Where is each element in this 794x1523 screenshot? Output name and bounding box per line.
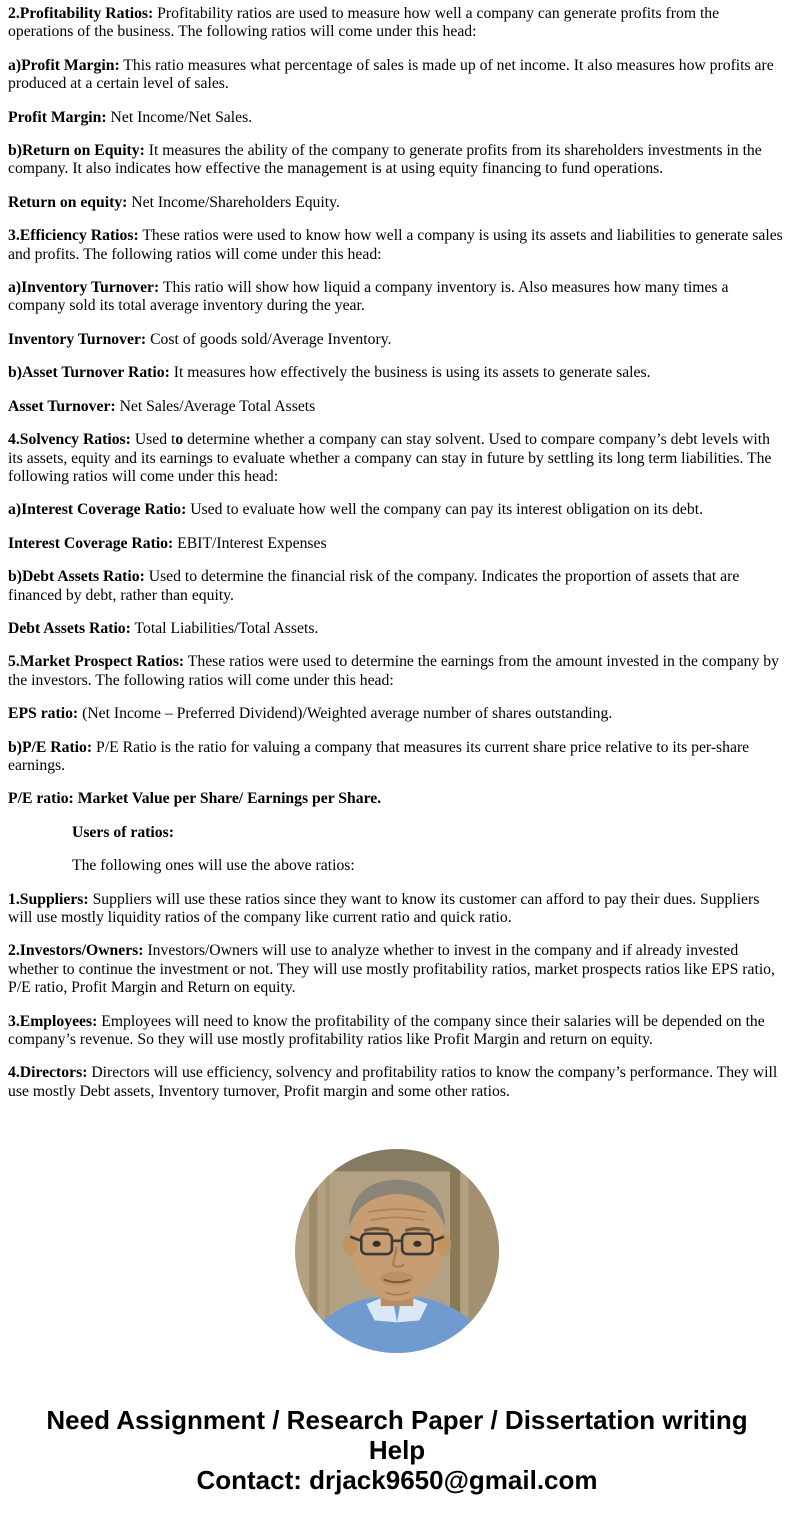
paragraph [8, 705, 786, 723]
paragraph-lead: Inventory Turnover: [8, 330, 147, 348]
paragraph-lead: 4.Solvency Ratios: [8, 431, 131, 449]
author-photo [295, 1149, 499, 1353]
paragraph-text: Used to determine the financial risk of the company. Indicates the proportion of assets that are financed by debt, rather than equity. [8, 568, 740, 604]
paragraph-lead: b)Return on Equity: [8, 142, 145, 160]
paragraph-text: The following ones will use the above ratios: [72, 857, 355, 875]
paragraph-lead: a)Inventory Turnover: [8, 279, 160, 297]
paragraph-lead: Return on equity: [8, 193, 128, 211]
photo-container [8, 1149, 786, 1353]
paragraph-lead: a)Profit Margin: [8, 56, 120, 74]
paragraph-text: Total Liabilities/Total Assets. [130, 619, 319, 637]
portrait-illustration [295, 1149, 499, 1353]
paragraph-text: determine whether a company can stay solvent. Used to compare company’s debt levels with its assets, equity and its earnings to evaluate whether a company can stay in future by settling its long term liabilities. The following ratios will come under this head: [8, 431, 772, 485]
paragraph-lead: Debt Assets Ratio: [8, 619, 131, 637]
paragraph-text: (Net Income – Preferred Dividend)/Weighted average number of shares outstanding. [78, 705, 613, 723]
paragraph [8, 364, 786, 382]
paragraph-lead: 3.Employees: [8, 1012, 98, 1030]
footer-contact-email: Contact: drjack9650@gmail.com [196, 1465, 598, 1496]
footer [26, 1405, 768, 1495]
paragraph [8, 568, 786, 605]
paragraph [8, 331, 786, 349]
document-body [8, 5, 786, 1101]
paragraph-lead: Asset Turnover: [8, 397, 116, 415]
paragraph-lead: 2.Investors/Owners: [8, 942, 144, 960]
paragraph-lead: 3.Efficiency Ratios: [8, 227, 139, 245]
paragraph [8, 620, 786, 638]
paragraph-lead: EPS ratio: [8, 705, 79, 723]
paragraph-text: EBIT/Interest Expenses [173, 534, 327, 552]
paragraph [8, 942, 786, 997]
paragraph-text: This ratio will show how liquid a company inventory is. Also measures how many times a company sold its total average inventory during the year. [8, 279, 729, 315]
paragraph-lead: b)Asset Turnover Ratio: [8, 364, 170, 382]
paragraph [8, 279, 786, 316]
paragraph [8, 431, 786, 486]
paragraph-lead: 1.Suppliers: [8, 890, 89, 908]
paragraph [8, 1013, 786, 1050]
paragraph-text: Net Income/Shareholders Equity. [127, 193, 340, 211]
paragraph-lead: o [175, 431, 184, 449]
paragraph [8, 501, 786, 519]
paragraph-text: Cost of goods sold/Average Inventory. [146, 330, 392, 348]
paragraph [8, 57, 786, 94]
paragraph [8, 398, 786, 416]
paragraph-lead: 4.Directors: [8, 1064, 88, 1082]
paragraph-text: Suppliers will use these ratios since they want to know its customer can afford to pay their dues. Suppliers will use mostly liquidity ratios of the company like current ratio and quick ratio. [8, 890, 760, 926]
paragraph-text: These ratios were used to determine the earnings from the amount invested in the company by the investors. The following ratios will come under this head: [8, 653, 779, 689]
paragraph-text: Investors/Owners will use to analyze whether to invest in the company and if already invested whether to continue the investment or not. They will use mostly profitability ratios, market prospects ratios like EPS ratio, P/E ratio, Profit Margin and Return on equity. [8, 942, 775, 997]
paragraph-text: P/E Ratio is the ratio for valuing a company that measures its current share price relative to its per-share earnings. [8, 738, 750, 774]
paragraph-lead: b)Debt Assets Ratio: [8, 568, 145, 586]
paragraph-lead: 2.Profitability Ratios: [8, 5, 154, 22]
paragraph-lead: Profit Margin: [8, 108, 107, 126]
paragraph-lead: Users of ratios: [72, 823, 174, 841]
paragraph-lead: a)Interest Coverage Ratio: [8, 501, 187, 519]
paragraph-text: This ratio measures what percentage of sales is made up of net income. It also measures how profits are produced at a certain level of sales. [8, 56, 774, 93]
paragraph [72, 857, 786, 875]
paragraph-text: These ratios were used to know how well a company is using its assets and liabilities to generate sales and profits. The following ratios will come under this head: [8, 227, 783, 263]
paragraph-text: Used t [130, 431, 176, 449]
footer-help-text: Need Assignment / Research Paper / Dissertation writing Help [46, 1405, 748, 1466]
paragraph-text: It measures the ability of the company to generate profits from its shareholders investments in the company. It also indicates how effective the management is at using equity financing to fund operations. [8, 142, 762, 178]
paragraph [8, 891, 786, 928]
paragraph-text: Directors will use efficiency, solvency and profitability ratios to know the company’s performance. They will use mostly Debt assets, Inventory turnover, Profit margin and some other ratios. [8, 1064, 778, 1100]
paragraph [8, 5, 786, 42]
paragraph [8, 653, 786, 690]
paragraph-lead: P/E ratio: Market Value per Share/ Earnings per Share. [8, 790, 382, 808]
paragraph-lead: Interest Coverage Ratio: [8, 534, 174, 552]
paragraph [8, 790, 786, 808]
paragraph [8, 142, 786, 179]
paragraph [8, 194, 786, 212]
paragraph [8, 109, 786, 127]
paragraph [8, 1064, 786, 1101]
paragraph [72, 824, 786, 842]
paragraph-text: Net Income/Net Sales. [106, 108, 253, 126]
paragraph-text: Employees will need to know the profitability of the company since their salaries will be depended on the company’s revenue. So they will use mostly profitability ratios like Profit Margin and return on equity. [8, 1012, 765, 1049]
paragraph [8, 535, 786, 553]
paragraph [8, 227, 786, 264]
paragraph-text: Used to evaluate how well the company can pay its interest obligation on its debt. [186, 501, 704, 519]
paragraph-lead: 5.Market Prospect Ratios: [8, 653, 185, 671]
paragraph-text: It measures how effectively the business is using its assets to generate sales. [169, 364, 651, 382]
paragraph [8, 739, 786, 776]
paragraph-lead: b)P/E Ratio: [8, 738, 93, 756]
paragraph-text: Net Sales/Average Total Assets [115, 397, 316, 415]
paragraph-text: Profitability ratios are used to measure how well a company can generate profits from the operations of the business. The following ratios will come under this head: [8, 5, 720, 41]
